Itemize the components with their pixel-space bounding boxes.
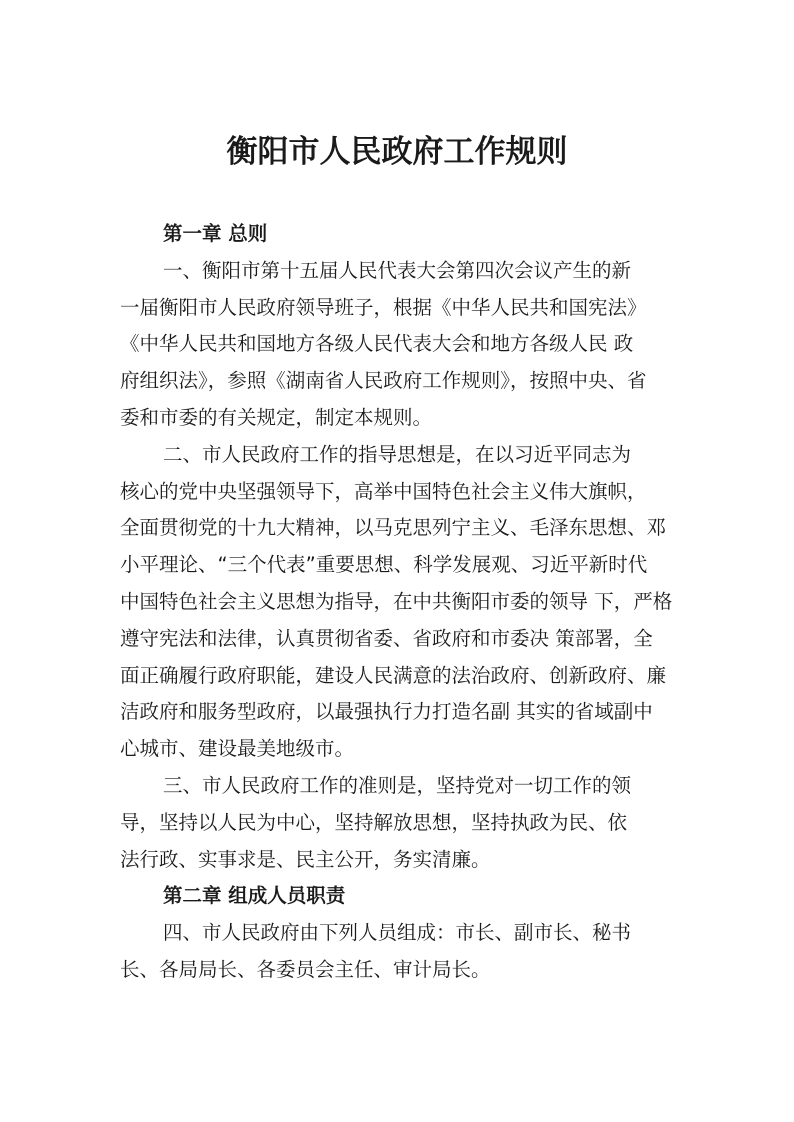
- text-line: 四、市人民政府由下列人员组成：市长、副市长、秘书: [163, 921, 632, 945]
- document-title: 衡阳市人民政府工作规则: [226, 134, 568, 170]
- text-line: 三、市人民政府工作的准则是，坚持党对一切工作的领: [163, 773, 632, 797]
- text-line: 二、市人民政府工作的指导思想是，在以习近平同志为: [163, 442, 632, 466]
- article-2-paragraph: [120, 437, 694, 768]
- article-3-paragraph: [120, 768, 694, 878]
- text-line: 面正确履行政府职能，建设人民满意的法治政府、创新政府、廉: [120, 663, 667, 687]
- text-line: 一届衡阳市人民政府领导班子，根据《中华人民共和国宪法》: [120, 295, 647, 319]
- article-4-paragraph: [120, 915, 694, 989]
- text-line: 法行政、实事求是、民主公开，务实清廉。: [120, 847, 491, 871]
- text-line: 《中华人民共和国地方各级人民代表大会和地方各级人民 政: [120, 332, 634, 356]
- chapter-1-heading: 第一章 总则: [163, 222, 268, 245]
- text-line: 长、各局局长、各委员会主任、审计局长。: [120, 957, 491, 981]
- text-line: 府组织法》，参照《湖南省人民政府工作规则》，按照中央、省: [120, 369, 647, 393]
- text-line: 核心的党中央坚强领导下，高举中国特色社会主义伟大旗帜，: [120, 479, 647, 503]
- text-line: 导，坚持以人民为中心，坚持解放思想，坚持执政为民、依: [120, 810, 628, 834]
- text-line: 遵守宪法和法律，认真贯彻省委、省政府和市委决 策部署，全: [120, 626, 653, 650]
- text-line: 全面贯彻党的十九大精神，以马克思列宁主义、毛泽东思想、邓: [120, 516, 667, 540]
- article-1-paragraph: [120, 253, 694, 437]
- text-line: 小平理论、“三个代表”重要思想、科学发展观、习近平新时代: [120, 553, 648, 577]
- document-body: [120, 216, 694, 989]
- chapter-2-heading: 第二章 组成人员职责: [163, 884, 346, 908]
- text-line: 中国特色社会主义思想为指导，在中共衡阳市委的领导 下，严格: [120, 589, 673, 613]
- text-line: 洁政府和服务型政府，以最强执行力打造名副 其实的省域副中: [120, 700, 653, 724]
- text-line: 委和市委的有关规定，制定本规则。: [120, 405, 433, 429]
- text-line: 一、衡阳市第十五届人民代表大会第四次会议产生的新: [163, 258, 632, 282]
- text-line: 心城市、建设最美地级市。: [120, 737, 355, 761]
